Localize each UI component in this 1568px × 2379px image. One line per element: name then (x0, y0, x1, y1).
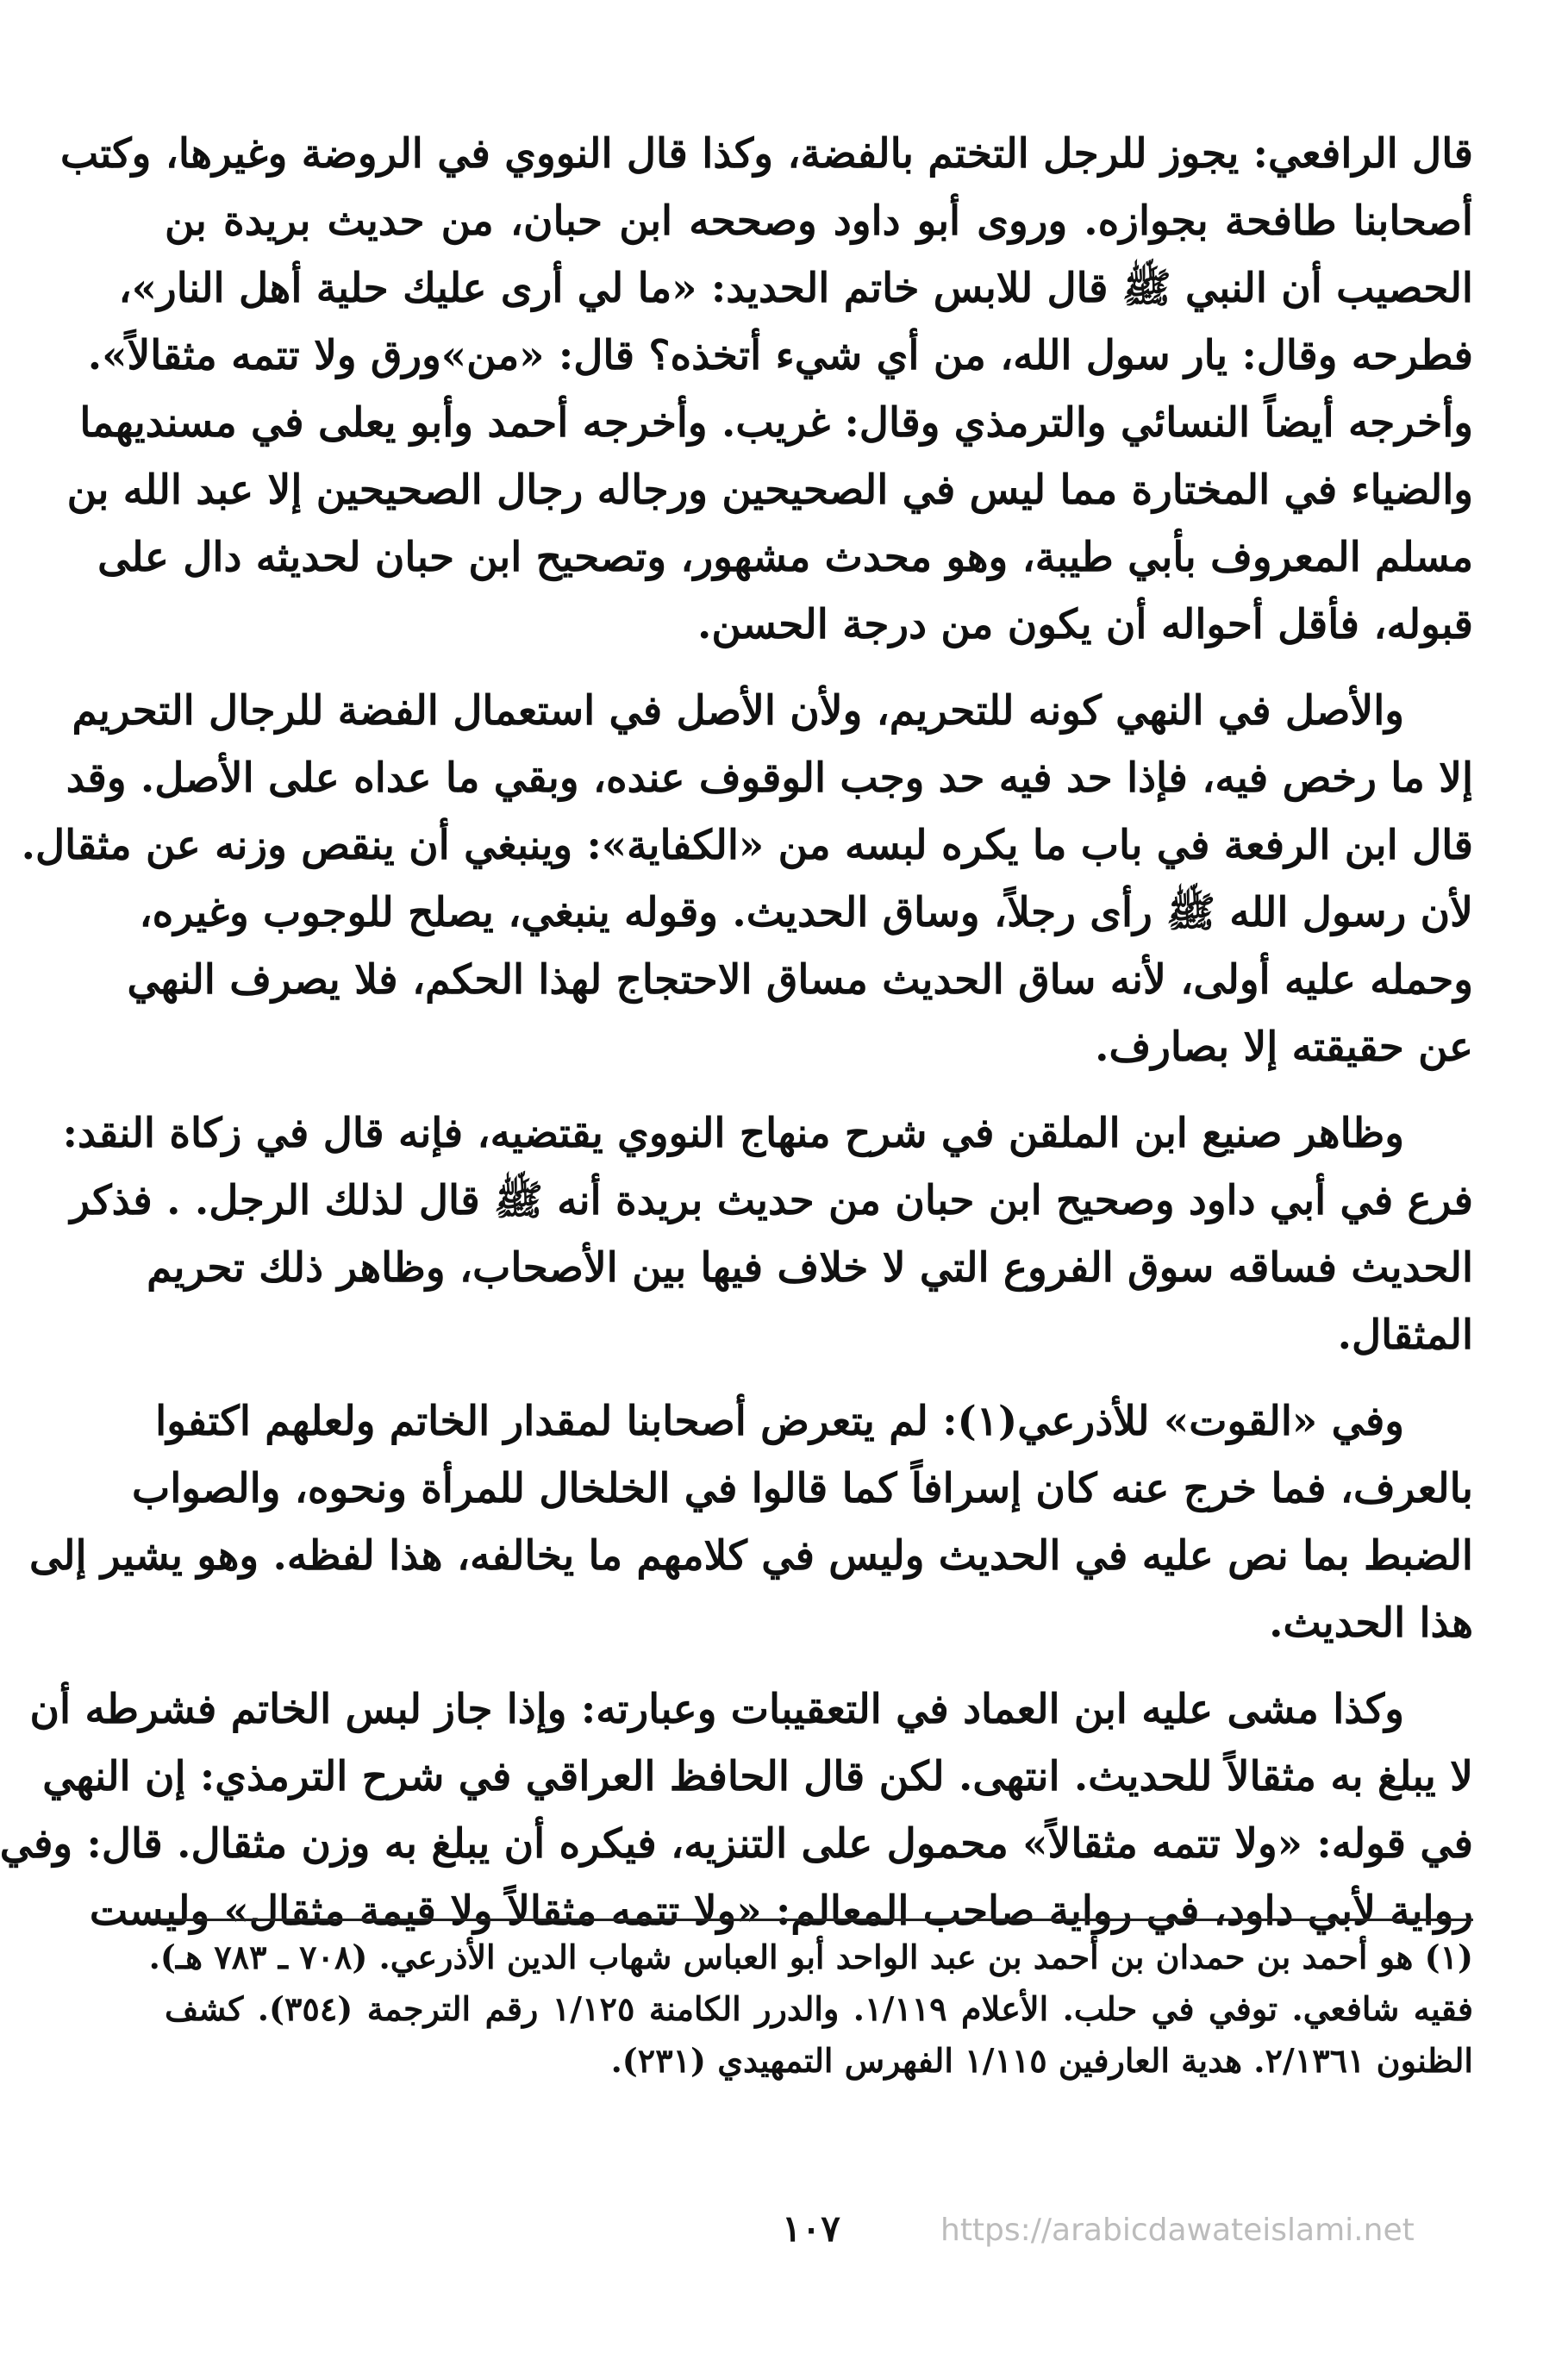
footnote-line: (١) هو أحمد بن حمدان بن أحمد بن عبد الواحد أبو العباس شهاب الدين الأذرعي. (٧٠٨ ـ ٧٨٣ هـ). (148, 1938, 1473, 1976)
footnotes (148, 1931, 1474, 2087)
footnote-line: الظنون ٢/١٣٦١. هدية العارفين ١/١١٥ الفهرس التمهيدي (٢٣١). (610, 2041, 1473, 2080)
text-line: إلا ما رخص فيه، فإذا حد فيه حد وجب الوقوف عنده، وبقي ما عداه على الأصل. وقد (66, 754, 1473, 802)
text-line: لأن رسول الله ﷺ رأى رجلاً، وساق الحديث. وقوله ينبغي، يصلح للوجوب وغيره، (139, 889, 1473, 936)
text-line: عن حقيقته إلا بصارف. (1095, 1024, 1473, 1071)
paragraph (0, 1676, 1473, 1945)
watermark-url: https://arabicdawateislami.net (940, 2213, 1415, 2248)
text-line: مسلم المعروف بأبي طيبة، وهو محدث مشهور، وتصحيح ابن حبان لحديثه دال على (97, 534, 1473, 581)
footnote-line: فقيه شافعي. توفي في حلب. الأعلام ١/١١٩. والدرر الكامنة ١/١٢٥ رقم الترجمة (٣٥٤). كشف (165, 1989, 1474, 2028)
text-line: الحديث فساقه سوق الفروع التي لا خلاف فيها بين الأصحاب، وظاهر ذلك تحريم (147, 1244, 1473, 1292)
text-line: قال الرافعي: يجوز للرجل التختم بالفضة، وكذا قال النووي في الروضة وغيرها، وكتب (59, 130, 1473, 178)
text-line: قبوله، فأقل أحواله أن يكون من درجة الحسن. (697, 601, 1473, 648)
main-text-body (0, 121, 1473, 1964)
paragraph (59, 121, 1473, 659)
text-line: فطرحه وقال: يار سول الله، من أي شيء أتخذه؟ قال: «من»ورق ولا تتمه مثقالاً». (87, 332, 1473, 379)
footnote-separator (146, 1919, 1473, 1921)
paragraph (21, 678, 1473, 1081)
text-line: الضبط بما نص عليه في الحديث وليس في كلامهم ما يخالفه، هذا لفظه. وهو يشير إلى (28, 1532, 1473, 1580)
paragraph (28, 1388, 1473, 1657)
text-line: لا يبلغ به مثقالاً للحديث. انتهى. لكن قال الحافظ العراقي في شرح الترمذي: إن النهي (42, 1753, 1473, 1800)
text-line: والأصل في النهي كونه للتحريم، ولأن الأصل في استعمال الفضة للرجال التحريم (72, 687, 1404, 735)
text-line: فرع في أبي داود وصحيح ابن حبان من حديث بريدة أنه ﷺ قال لذلك الرجل. . فذكر (70, 1177, 1473, 1224)
text-line: بالعرف، فما خرج عنه كان إسرافاً كما قالوا في الخلخال للمرأة ونحوه، والصواب (131, 1465, 1473, 1512)
text-line: أصحابنا طافحة بجوازه. وروى أبو داود وصححه ابن حبان، من حديث بريدة بن (165, 197, 1473, 245)
text-line: وفي «القوت» للأذرعي(١): لم يتعرض أصحابنا لمقدار الخاتم ولعلهم اكتفوا (155, 1398, 1404, 1445)
text-line: والضياء في المختارة مما ليس في الصحيحين ورجاله رجال الصحيحين إلا عبد الله بن (66, 466, 1473, 514)
text-line: هذا الحديث. (1269, 1600, 1473, 1647)
text-line: الحصيب أن النبي ﷺ قال للابس خاتم الحديد: «ما لي أرى عليك حلية أهل النار»، (118, 265, 1473, 312)
text-line: وأخرجه أيضاً النسائي والترمذي وقال: غريب. وأخرجه أحمد وأبو يعلى في مسنديهما (79, 399, 1473, 447)
text-line: المثقال. (1337, 1312, 1473, 1359)
page-number: ١٠٧ (782, 2207, 840, 2250)
text-line: وحمله عليه أولى، لأنه ساق الحديث مساق الاحتجاج لهذا الحكم، فلا يصرف النهي (127, 956, 1473, 1004)
text-line: في قوله: «ولا تتمه مثقالاً» محمول على التنزيه، فيكره أن يبلغ به وزن مثقال. قال: وفي (0, 1820, 1473, 1868)
text-line: رواية لأبي داود، في رواية صاحب المعالم: «ولا تتمه مثقالاً ولا قيمة مثقال» وليست (89, 1888, 1473, 1935)
text-line: وظاهر صنيع ابن الملقن في شرح منهاج النووي يقتضيه، فإنه قال في زكاة النقد: (62, 1110, 1404, 1157)
text-line: قال ابن الرفعة في باب ما يكره لبسه من «الكفاية»: وينبغي أن ينقص وزنه عن مثقال. (21, 822, 1473, 869)
paragraph (62, 1100, 1473, 1369)
text-line: وكذا مشى عليه ابن العماد في التعقيبات وعبارته: وإذا جاز لبس الخاتم فشرطه أن (29, 1686, 1404, 1733)
